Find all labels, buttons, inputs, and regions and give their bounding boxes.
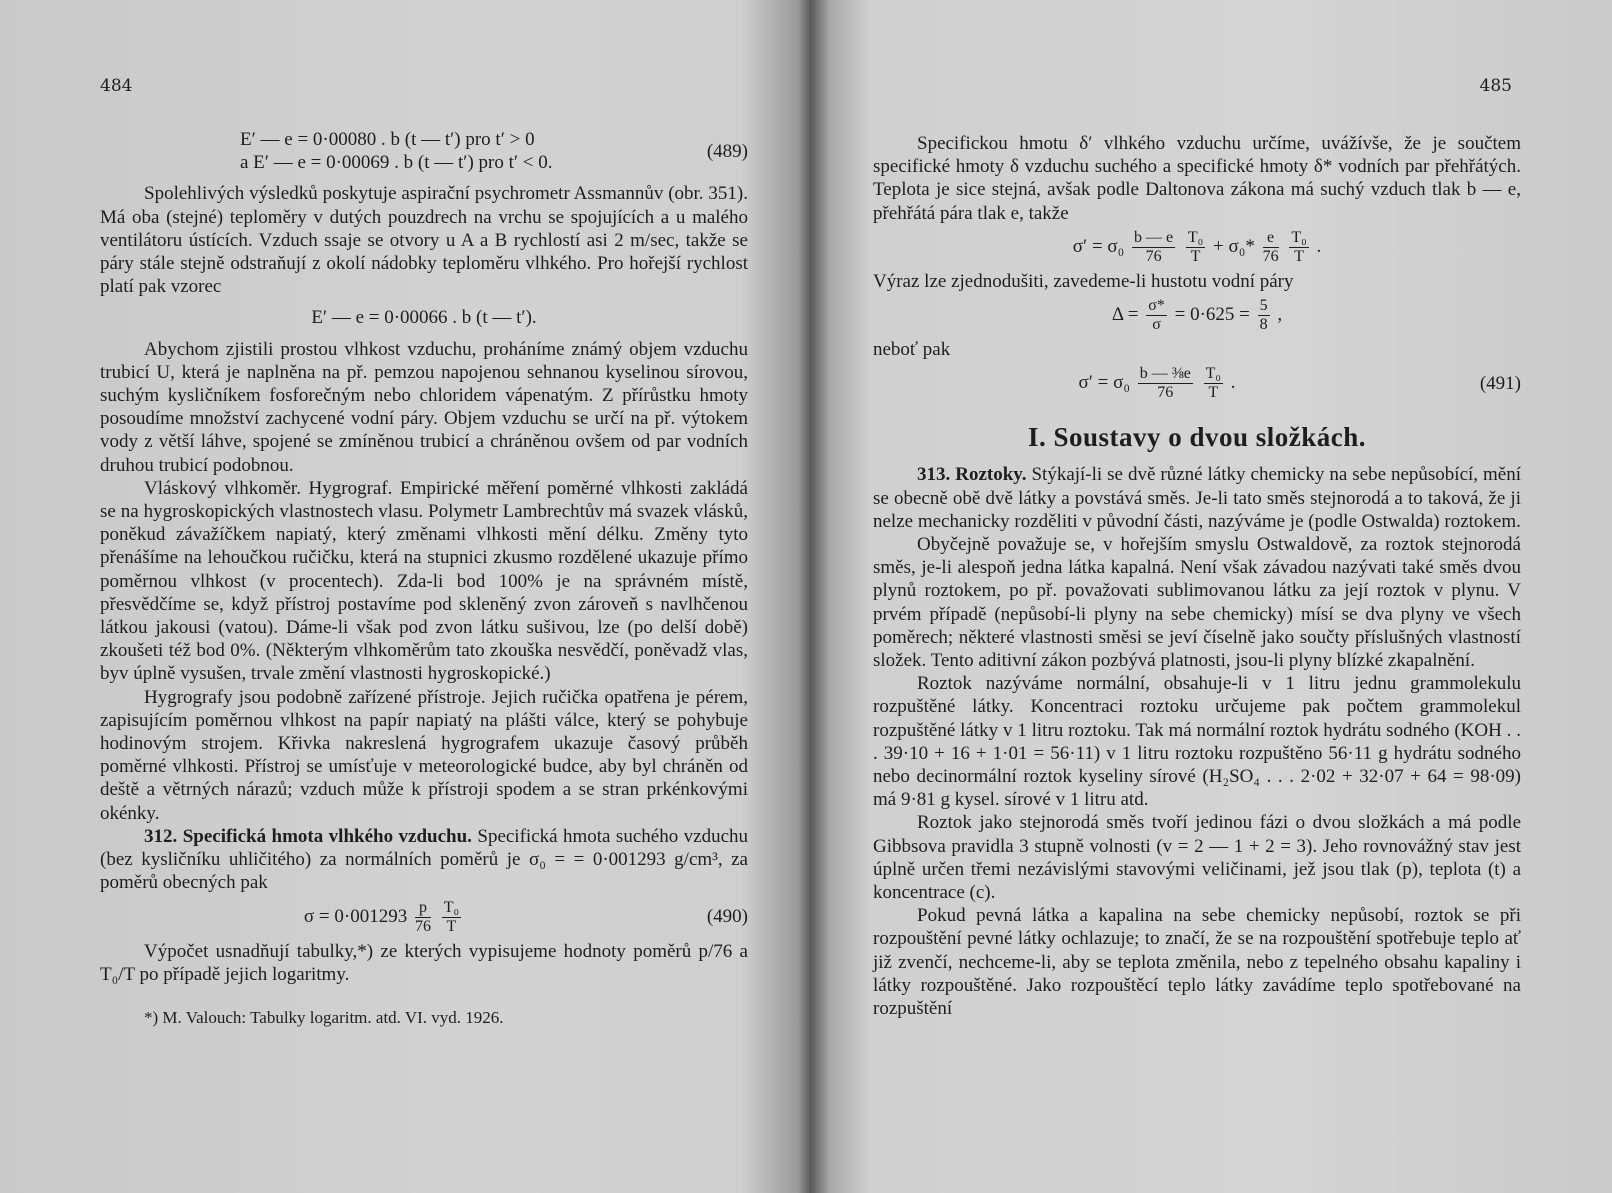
paragraph-normal-solution: Roztok nazýváme normální, obsahuje-li v 1 litru jednu grammolekulu rozpuštěné látky. Koncentraci roztoku určujeme pak počtem grammolekul rozpuštěné látky v 1 litru roztoku. Tak má normální roztok hydrátu sodného (KOH . . . 39·10 + 16 + 1·01 = 56·11) v 1 litru roztoku rozpuštěno 56·11 g hydrátu sodného nebo decinormální roztok kyseliny sírové (H₂SO₄ . . . 2·02 + 32·07 + 64 = 98·09) má 9·81 g kysel. sírové v 1 litru atd. [873, 673, 1521, 811]
paragraph-assmann: Spolehlivých výsledků poskytuje aspirační psychrometr Assmannův (obr. 351). Má oba (stejné) teploměry v dutých pouzdrech na vrchu se spojujících a u malého ventilátoru ústících. Vzduch ssaje se otvory u A a B rychlostí asi 2 m/sec, takže se páry stále stejně odstraňují z okolí nádobky teploměru vlhkého. Pro hořejší rychlost platí pak vzorec [100, 183, 748, 298]
eq-a-frac3 [1263, 229, 1279, 266]
page-number-left: 484 [100, 76, 133, 96]
eq490-frac2 [442, 899, 461, 936]
equation-490 [100, 899, 748, 936]
eq490-frac1-bottom: 76 [414, 917, 431, 935]
eq490-frac1 [415, 899, 431, 936]
paragraph-then: neboť pak [873, 339, 951, 361]
right-page [815, 0, 1612, 1193]
eq-a-frac2-bottom: T [1190, 247, 1201, 265]
paragraph-tables: Výpočet usnadňují tabulky,*) ze kterých vypisujeme hodnoty poměrů p/76 a T₀/T po případě jejich logaritmy. [100, 940, 748, 985]
paragraph-gibbs: Roztok jako stejnorodá směs tvoří jedinou fázi o dvou složkách a má podle Gibbsova pravidla 3 stupně volnosti (v = 2 — 1 + 2 = 3). Jeho rovnovážný stav jest úplně určen třemi nezávislými stavovými veličinami, jež jsou tlak (p), teplota (t) a koncentrace (c). [873, 812, 1521, 904]
eq491-frac2 [1204, 365, 1223, 402]
eq490-number: (490) [706, 906, 748, 928]
paragraph-hair-hygrometer: Vláskový vlhkoměr. Hygrograf. Empirické měření poměrné vlhkosti zakládá se na hygroskopických vlastnostech vlasu. Polymetr Lambrechtův má svazek vlásků, poněkud závažíčkem napiatý, který změnami vlhkosti mění délku. Změny tyto přenášíme na lehoučkou ručičku, která na stupnici zkusmo rozdělené ukazuje přímo poměrnou vlhkost (v procentech). Zda-li bod 100% je na správném místě, přesvědčíme se, když přístroj postavíme pod skleněný zvon zároveň s navlhčenou látkou jakousi (vatou). Dáme-li však pod zvon látku sušivou, lze (po delší době) zkoušeti též bod 0%. (Některým vlhkoměrům tato zkouška nesvědčí, poněvadž vlas, byv úplně vysušen, trvale změní vlastnosti hygroskopické.) [100, 477, 748, 685]
eq-b-left: Δ = [1111, 303, 1139, 325]
eq489-line1: E′ — e = 0·00080 . b (t — t′) pro t′ > 0 [240, 129, 535, 150]
paragraph-dissolution-heat: Pokud pevná látka a kapalina na sebe chemicky nepůsobí, roztok se při rozpouštění pevné látky ochlazuje; to značí, že se na rozpouštění spotřebuje teplo ať již zvenčí, nechceme-li, aby se teplota změnila, nebo z tepelného obsahu kapaliny i látky rozpouštěné. Jako rozpouštěcí teplo látky zavádíme teplo spotřebované na rozpuštění [873, 905, 1521, 1020]
eq-a-frac1-bottom: 76 [1145, 247, 1162, 265]
eq490-frac2-bottom: T [446, 917, 457, 935]
eq491-number: (491) [1479, 373, 1521, 395]
eq-b-frac2-top: 5 [1259, 297, 1268, 315]
eq-b-frac1-top: σ* [1148, 297, 1165, 315]
paragraph-ostwald: Obyčejně považuje se, v hořejším smyslu Ostwaldově, za roztok stejnorodá směs, je-li alespoň jedna látka kapalná. Není však závadou nazývati také směs dvou plynů roztokem, po př. považovati sublimovanou látku za její roztok v plynu. V prvém případě (nepůsobí-li plyny na sebe chemicky) mísí se dva plyny ve všech poměrech; některé vlastnosti směsi se jeví číselně jako součty příslušných vlastností složek. Tento aditivní zákon pozbývá platnosti, jsou-li plyny blízké zkapalnění. [873, 534, 1521, 672]
page-number-right: 485 [1479, 76, 1512, 96]
eq490-frac1-top: p [415, 899, 431, 918]
section-312-text: Specifická hmota suchého vzduchu (bez kysličníku uhličitého) za normálních poměrů je σ₀ = = 0·001293 g/cm³, za poměrů obecných pak [100, 825, 749, 894]
section-312-heading: 312. Specifická hmota vlhkého vzduchu. [144, 825, 472, 847]
eq491-frac1-bottom: 76 [1157, 384, 1174, 402]
eq-a-mid: + σ₀* [1213, 235, 1255, 257]
paragraph-313 [873, 463, 1521, 533]
eq-b-mid: = 0·625 = [1174, 303, 1250, 325]
eq-a-frac4 [1289, 229, 1308, 266]
left-page-text [100, 128, 748, 1029]
equation-489 [100, 128, 748, 174]
equation-sigma-prime: σ′ = σ₀ $\frac{b — e}{76}$ $\frac{\text{T₀}}{T}$ + σ₀* $\frac{e}{76}$ $\frac{\text{T₀}}{T}$ . [1072, 228, 1322, 265]
eq-a-frac2 [1186, 229, 1205, 266]
section-313-text: Stýkají-li se dvě různé látky chemicky na sebe nepůsobící, mění se obecně obě dvě látky a povstává směs. Je-li tato směs stejnorodá a to taková, že ji nelze mechanicky rozděliti v původní části, nazýváme je (podle Ostwalda) roztokem. [873, 464, 1522, 532]
eq-a-frac4-top: T₀ [1291, 228, 1307, 246]
eq490-left: σ = 0·001293 [303, 905, 408, 927]
paragraph-specific-mass: Specifickou hmotu δ′ vlhkého vzduchu určíme, uvážívše, že je součtem specifické hmoty δ vzduchu suchého a specifické hmoty δ* vodních par přehřátých. Teplota je sice stejná, avšak podle Daltonova zákona má suchý vzduch tlak b — e, přehřátá pára tlak e, takže [873, 133, 1521, 224]
equation-simple: E′ — e = 0·00066 . b (t — t′). [311, 307, 537, 329]
left-page [0, 0, 790, 1193]
equation-delta: Δ = $\frac{\sigma*}{\sigma}$ = 0·625 = $\frac{5}{8}$ , [1111, 297, 1283, 334]
eq-a-frac3-bottom: 76 [1262, 247, 1279, 265]
eq491-frac1 [1138, 365, 1193, 402]
equation-491: σ′ = σ₀ $\frac{\text{b — ⅜e}}{76}$ $\frac{\text{T₀}}{T}$ . (491) [1078, 365, 1521, 402]
eq-b-frac2-bottom: 8 [1259, 316, 1268, 334]
eq-b-frac2 [1258, 297, 1270, 334]
section-313-heading: 313. Roztoky. [917, 464, 1027, 486]
right-page-text [873, 132, 1521, 1020]
eq-b-frac1-bottom: σ [1152, 316, 1161, 334]
eq-a-frac4-bottom: T [1294, 247, 1304, 265]
eq489-line2: a E′ — e = 0·00069 . b (t — t′) pro t′ < 0. [240, 152, 553, 174]
eq-b-frac1 [1146, 297, 1167, 334]
eq491-frac2-top: T₀ [1205, 365, 1221, 383]
eq-a-frac3-top: e [1263, 229, 1279, 248]
eq-a-frac1 [1132, 229, 1175, 266]
eq-a-frac2-top: T₀ [1187, 228, 1204, 246]
eq491-left: σ′ = σ₀ [1078, 372, 1130, 394]
paragraph-absolute-humidity: Abychom zjistili prostou vlhkost vzduchu, proháníme známý objem vzduchu trubicí U, která je naplněna na př. pemzou napojenou sehnanou kyselinou sírovou, suchým kysličníkem fosforečným nebo chloridem vápenatým. Z přírůstku hmoty posoudíme množství zachycené vodní páry. Objem vzduchu se určí na př. výtokem vody z větší láhve, spojené se zmíněnou trubicí a chráněnou ovšem od par vodních druhou trubicí podobnou. [100, 338, 748, 476]
eq-a-left: σ′ = σ₀ [1072, 235, 1125, 257]
eq490-frac2-top: T₀ [443, 898, 460, 916]
eq-a-frac1-top: b — e [1134, 228, 1174, 246]
section-title: I. Soustavy o dvou složkách. [1027, 422, 1367, 453]
paragraph-312 [100, 825, 748, 895]
eq491-frac1-top: b — ⅜e [1139, 365, 1191, 383]
paragraph-simplify: Výraz lze zjednodušiti, zavedeme-li hustotu vodní páry [873, 270, 1294, 292]
footnote: *) M. Valouch: Tabulky logaritm. atd. VI. vyd. 1926. [144, 1007, 504, 1027]
eq491-frac2-bottom: T [1208, 384, 1219, 402]
eq489-number: (489) [706, 140, 748, 162]
paragraph-hygrographs: Hygrografy jsou podobně zařízené přístroje. Jejich ručička opatřena je pérem, zapisujícím poměrnou vlhkost na papír napiatý na plášti válce, který se pohybuje hodinovým strojem. Křivka nakreslená hygrografem ukazuje časový průběh poměrné vlhkosti. Přístroj se umísťuje v meteorologické budce, aby byl chráněn od deště a větrných nárazů; vzduch může k přístroji spodem a se stran prkénkovými okénky. [100, 686, 748, 824]
